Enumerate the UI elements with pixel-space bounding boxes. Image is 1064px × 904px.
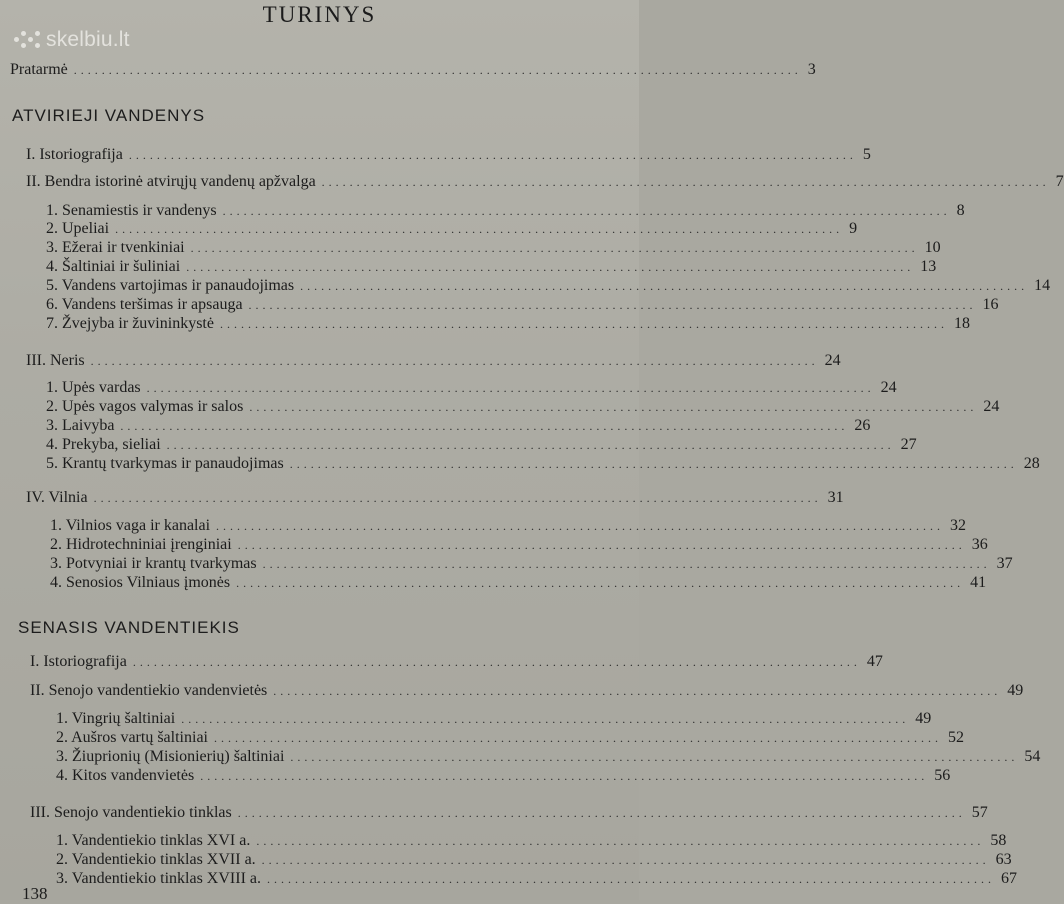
leader-dots: ........................................................................................................ [300,279,1029,293]
toc-entry [46,455,1040,477]
toc-label: 2. Upės vagos valymas ir salos [46,398,244,415]
toc-page: 49 [1007,682,1024,699]
toc-label: I. Istoriografija [30,653,127,670]
watermark [14,28,130,52]
toc-page: 58 [990,832,1007,849]
toc-label: 1. Upės vardas [46,379,141,396]
toc-page: 57 [971,804,988,821]
toc-entry [56,767,951,789]
toc-entry [46,315,970,337]
toc-label: 3. Žiuprionių (Misionierių) šaltiniai [56,748,285,765]
toc-label: 7. Žvejyba ir žuvininkystė [46,315,214,332]
toc-page: 63 [995,851,1012,868]
leader-dots: ........................................................................................................ [186,260,915,274]
leader-dots: ........................................................................................................ [93,491,822,505]
page-number: 138 [22,884,48,903]
toc-label: Pratarmė [10,61,68,78]
toc-label: 5. Krantų tvarkymas ir panaudojimas [46,455,284,472]
toc-entry [30,682,1024,704]
toc-page: 24 [983,398,1000,415]
leader-dots: ........................................................................................................ [219,317,948,331]
watermark-text: skelbiu.lt [46,28,130,51]
leader-dots: ........................................................................................................ [190,241,919,255]
toc-page: 24 [880,379,897,396]
toc-entry [26,352,841,374]
toc-entry [26,173,1064,195]
toc-page: 32 [950,517,967,534]
leader-dots: ........................................................................................................ [237,538,966,552]
toc-label: 1. Vilnios vaga ir kanalai [50,517,211,534]
leader-dots: ........................................................................................................ [120,419,849,433]
toc-label: 3. Ežerai ir tvenkiniai [46,239,185,256]
toc-label: IV. Vilnia [26,489,88,506]
toc-label: 6. Vandens teršimas ir apsauga [46,296,243,313]
leader-dots: ........................................................................................................ [73,63,802,77]
leader-dots: ........................................................................................................ [213,731,942,745]
toc-entry [30,653,883,675]
toc-entry-preface [10,61,816,83]
toc-label: 1. Vingrių šaltiniai [56,710,176,727]
toc-page: 37 [996,555,1013,572]
toc-page: 47 [866,653,883,670]
toc-page: 67 [1001,870,1017,887]
leader-dots: ........................................................................................................ [237,806,966,820]
toc-page: 9 [849,220,858,237]
toc-page: 52 [947,729,964,746]
leader-dots: ........................................................................................................ [128,148,857,162]
toc-label: 3. Potvyniai ir krantų tvarkymas [50,555,257,572]
toc-page: 10 [924,239,941,256]
toc-page: 28 [1023,455,1040,472]
toc-label: III. Neris [26,352,85,369]
toc-page: 26 [854,417,871,434]
toc-label: 3. Vandentiekio tinklas XVIII a. [56,870,261,887]
leader-dots: ........................................................................................................ [200,769,929,783]
toc-page: 31 [827,489,844,506]
toc-label: II. Senojo vandentiekio vandenvietės [30,682,268,699]
leader-dots: ........................................................................................................ [249,400,978,414]
leader-dots: ........................................................................................................ [248,298,977,312]
section-heading-senasis: SENASIS VANDENTIEKIS [18,618,240,637]
leader-dots: ........................................................................................................ [222,204,951,218]
leader-dots: ........................................................................................................ [115,222,844,236]
toc-label: 4. Kitos vandenvietės [56,767,195,784]
leader-dots: ........................................................................................................ [273,684,1002,698]
toc-page: 18 [953,315,970,332]
toc-label: I. Istoriografija [26,146,123,163]
leader-dots: ........................................................................................................ [256,834,985,848]
toc-entry [56,870,1017,892]
leader-dots: ........................................................................................................ [216,519,945,533]
leader-dots: ........................................................................................................ [290,750,1019,764]
leader-dots: ........................................................................................................ [267,872,995,886]
toc-page: 49 [915,710,932,727]
toc-label: 4. Šaltiniai ir šuliniai [46,258,181,275]
toc-page: 27 [900,436,917,453]
toc-page: 41 [970,574,987,591]
toc-page: 14 [1034,277,1051,294]
toc-label: 4. Senosios Vilniaus įmonės [50,574,231,591]
toc-entry [30,804,988,826]
toc-label: 4. Prekyba, sieliai [46,436,161,453]
toc-page: 36 [971,536,988,553]
leader-dots: ........................................................................................................ [321,175,1050,189]
leader-dots: ........................................................................................................ [236,576,965,590]
skelbiu-logo-icon [14,29,40,51]
toc-label: II. Bendra istorinė atvirųjų vandenų apžvalga [26,173,316,190]
toc-page: 5 [862,146,871,163]
section-heading-atvirieji: ATVIRIEJI VANDENYS [12,106,206,125]
toc-label: 3. Laivyba [46,417,115,434]
toc-page: 16 [982,296,999,313]
toc-entry [50,574,987,596]
leader-dots: ........................................................................................................ [166,438,895,452]
toc-page: 7 [1055,173,1064,190]
toc-page: 13 [920,258,937,275]
toc-label: 5. Vandens vartojimas ir panaudojimas [46,277,295,294]
toc-label: 1. Vandentiekio tinklas XVI a. [56,832,251,849]
toc-page: 54 [1024,748,1041,765]
toc-label: 2. Vandentiekio tinklas XVII a. [56,851,256,868]
page-title: TURINYS [262,2,377,27]
toc-label: 1. Senamiestis ir vandenys [46,202,217,219]
leader-dots: ........................................................................................................ [181,712,910,726]
toc-entry [26,489,844,511]
leader-dots: ........................................................................................................ [261,853,990,867]
toc-label: 2. Hidrotechniniai įrenginiai [50,536,232,553]
leader-dots: ........................................................................................................ [132,655,861,669]
toc-page: 3 [807,61,816,78]
leader-dots: ........................................................................................................ [289,457,1018,471]
leader-dots: ........................................................................................................ [146,381,875,395]
leader-dots: ........................................................................................................ [90,354,819,368]
toc-label: 2. Aušros vartų šaltiniai [56,729,208,746]
toc-page: 8 [956,202,965,219]
toc-entry [26,146,871,168]
toc-page: 56 [934,767,951,784]
toc-label: III. Senojo vandentiekio tinklas [30,804,232,821]
toc-label: 2. Upeliai [46,220,110,237]
leader-dots: ........................................................................................................ [262,557,991,571]
toc-page: 24 [824,352,841,369]
